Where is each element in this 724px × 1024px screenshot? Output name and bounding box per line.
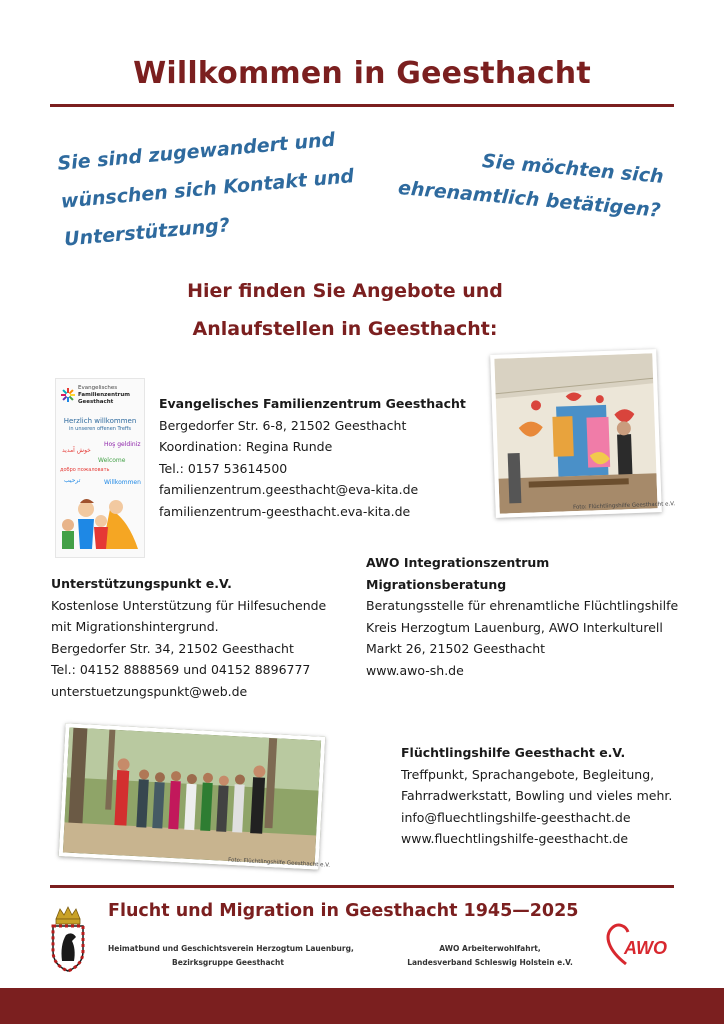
flyer-word: Willkommen	[104, 479, 141, 486]
question-line: Unterstützung?	[63, 214, 231, 251]
entry-familienzentrum	[159, 393, 466, 522]
event-photo	[490, 349, 662, 518]
photo-caption: Foto: Flüchtlingshilfe Geesthacht e.V.	[227, 857, 331, 869]
entry-description: Kreis Herzogtum Lauenburg, AWO Interkulturell	[366, 619, 663, 635]
photo-caption: Foto: Flüchtlingshilfe Geesthacht e.V.	[572, 501, 676, 511]
entry-name: Unterstützungspunkt e.V.	[51, 576, 232, 591]
flyer-word: Hoş geldiniz	[104, 441, 141, 448]
flyer-word: ترحيب	[64, 477, 81, 484]
event-photo-illustration	[494, 353, 657, 513]
question-line: Sie sind zugewandert und	[56, 128, 337, 175]
footer-title: Flucht und Migration in Geesthacht 1945—2025	[108, 901, 579, 921]
question-volunteers	[390, 136, 665, 227]
footer-color-bar	[0, 988, 724, 1024]
question-line: ehrenamtlich betätigen?	[397, 176, 662, 222]
entry-website: www.awo-sh.de	[366, 662, 464, 678]
question-line: Sie möchten sich	[481, 150, 665, 188]
entry-name: AWO Integrationszentrum	[366, 555, 550, 570]
entry-awo	[366, 552, 678, 681]
entry-description: Beratungsstelle für ehrenamtliche Flüchtlingshilfe	[366, 598, 679, 613]
footer-divider	[50, 885, 674, 888]
entry-coordination: Koordination: Regina Runde	[159, 439, 333, 454]
flyer-word: Welcome	[98, 457, 126, 464]
entry-description: Fahrradwerkstatt, Bowling und vieles mehr.	[401, 788, 673, 803]
group-photo	[59, 723, 326, 869]
familienzentrum-logo-icon	[60, 387, 76, 403]
heimatbund-crest-icon	[50, 905, 86, 973]
flyer-brand-name: Geesthacht	[78, 399, 114, 405]
entry-phone: Tel.: 0157 53614500	[159, 460, 288, 476]
awo-logo	[604, 920, 676, 970]
org-heimatbund	[108, 942, 354, 970]
question-immigrants	[56, 118, 375, 259]
flyer-welcome	[60, 417, 140, 433]
familienzentrum-flyer-image	[55, 378, 145, 558]
entry-address: Markt 26, 21502 Geesthacht	[366, 641, 546, 656]
flyer-brand-name: Familienzentrum	[78, 392, 131, 398]
flyer-brand-small: Evangelisches	[78, 385, 118, 391]
entry-phone: Tel.: 04152 8888569 und 04152 8896777	[51, 662, 311, 677]
entry-website: www.fluechtlingshilfe-geesthacht.de	[401, 831, 629, 846]
entry-name: Flüchtlingshilfe Geesthacht e.V.	[401, 745, 626, 760]
flyer-word: خوش آمدید	[62, 447, 91, 454]
entry-fluechtlingshilfe	[401, 742, 672, 850]
org-line: Heimatbund und Geschichtsverein Herzogtum Lauenburg,	[108, 944, 354, 953]
group-photo-illustration	[63, 727, 321, 865]
awo-logo-text: AWO	[624, 938, 667, 958]
entry-email: familienzentrum.geesthacht@eva-kita.de	[159, 482, 419, 497]
org-line: AWO Arbeiterwohlfahrt,	[439, 944, 541, 953]
page-title: Willkommen in Geesthacht	[133, 56, 591, 91]
offers-subheading	[150, 272, 540, 348]
subheading-line: Hier finden Sie Angebote und	[187, 280, 503, 302]
entry-description: Treffpunkt, Sprachangebote, Begleitung,	[401, 766, 655, 782]
entry-email: unterstuetzungspunkt@web.de	[51, 683, 248, 699]
entry-description: mit Migrationshintergrund.	[51, 619, 219, 634]
header-divider	[50, 104, 674, 107]
entry-website: familienzentrum-geesthacht.eva-kita.de	[159, 503, 411, 519]
org-line: Landesverband Schleswig Holstein e.V.	[407, 958, 573, 967]
entry-name: Migrationsberatung	[366, 576, 507, 592]
question-line: wünschen sich Kontakt und	[60, 165, 355, 213]
entry-address: Bergedorfer Str. 34, 21502 Geesthacht	[51, 640, 294, 656]
entry-email: info@fluechtlingshilfe-geesthacht.de	[401, 809, 631, 825]
org-awo	[390, 942, 590, 970]
flyer-welcome-line: Herzlich willkommen	[63, 417, 137, 425]
children-illustration	[58, 489, 142, 555]
entry-address: Bergedorfer Str. 6-8, 21502 Geesthacht	[159, 417, 407, 433]
flyer-brand	[78, 385, 130, 406]
entry-name: Evangelisches Familienzentrum Geesthacht	[159, 396, 466, 411]
entry-description: Kostenlose Unterstützung für Hilfesuchende	[51, 597, 327, 613]
subheading-line: Anlaufstellen in Geesthacht:	[192, 318, 498, 340]
flyer-word: добро пожаловать	[60, 467, 110, 473]
org-line: Bezirksgruppe Geesthacht	[172, 958, 284, 967]
entry-unterstuetzungspunkt	[51, 573, 326, 702]
flyer-welcome-line: in unseren offenen Treffs	[69, 426, 131, 432]
